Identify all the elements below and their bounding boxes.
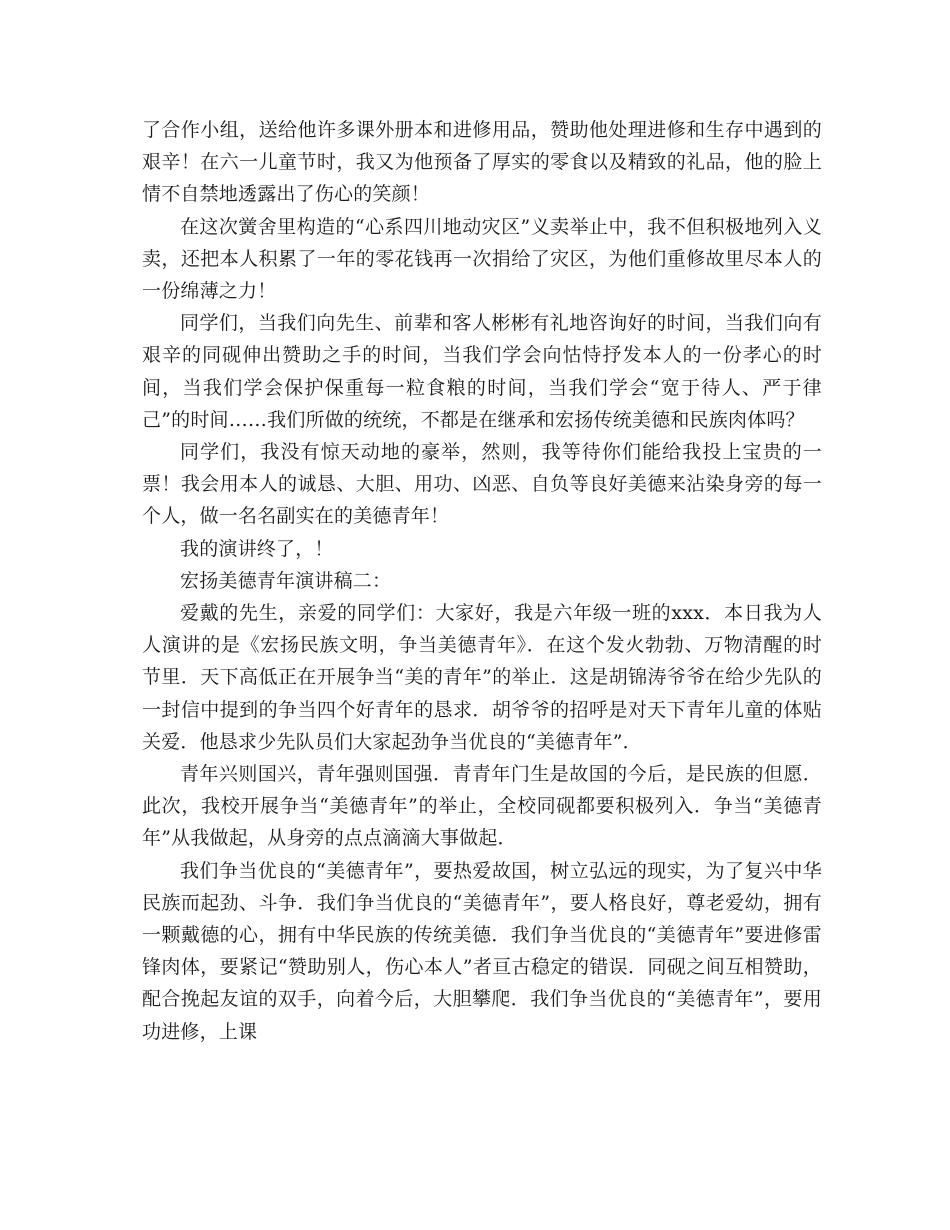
document-page bbox=[142, 114, 822, 1048]
paragraph: 了合作小组，送给他许多课外册本和进修用品，赞助他处理进修和生存中遇到的艰辛！在六一儿童节时，我又为他预备了厚实的零食以及精致的礼品，他的脸上情不自禁地透露出了伤心的笑颜！ bbox=[142, 119, 822, 206]
paragraph: 我们争当优良的“美德青年”，要热爱故国，树立弘远的现实，为了复兴中华民族而起劲、斗争．我们争当优良的“美德青年”，要人格良好，尊老爱幼，拥有一颗戴德的心，拥有中华民族的传统美德．我们争当优良的“美德青年”要进修雷锋肉体，要紧记“赞助别人，伤心本人”者亘古稳定的错误．同砚之间互相赞助，配合挽起友谊的双手，向着今后，大胆攀爬．我们争当优良的“美德青年”，要用功进修，上课 bbox=[142, 859, 822, 1043]
paragraph: 同学们，当我们向先生、前辈和客人彬彬有礼地咨询好的时间，当我们向有艰辛的同砚伸出赞助之手的时间，当我们学会向怙恃抒发本人的一份孝心的时间，当我们学会保护保重每一粒食粮的时间，当我们学会“宽于待人、严于律己”的时间……我们所做的统统，不都是在继承和宏扬传统美德和民族肉体吗？ bbox=[142, 312, 822, 431]
paragraph: 我的演讲终了，！ bbox=[180, 537, 334, 560]
paragraph: 同学们，我没有惊天动地的豪举，然则，我等待你们能给我投上宝贵的一票！我会用本人的诚恳、大胆、用功、凶恶、自负等良好美德来沾染身旁的每一个人，做一名名副实在的美德青年！ bbox=[142, 441, 822, 528]
section-heading: 宏扬美德青年演讲稿二： bbox=[180, 569, 392, 592]
paragraph: 青年兴则国兴，青年强则国强．青青年门生是故国的今后，是民族的但愿．此次，我校开展争当“美德青年”的举止，全校同砚都要积极列入．争当“美德青年”从我做起，从身旁的点点滴滴大事做起． bbox=[142, 763, 822, 850]
paragraph: 在这次黉舍里构造的“心系四川地动灾区”义卖举止中，我不但积极地列入义卖，还把本人积累了一年的零花钱再一次捐给了灾区，为他们重修故里尽本人的一份绵薄之力！ bbox=[142, 215, 822, 303]
paragraph: 爱戴的先生，亲爱的同学们：大家好，我是六年级一班的xxx．本日我为人人演讲的是《宏扬民族文明，争当美德青年》．在这个发火勃勃、万物清醒的时节里．天下高低正在开展争当“美的青年”的举止．这是胡锦涛爷爷在给少先队的一封信中提到的争当四个好青年的恳求．胡爷爷的招呼是对天下青年儿童的体贴关爱．他恳求少先队员们大家起劲争当优良的“美德青年”． bbox=[142, 602, 822, 753]
